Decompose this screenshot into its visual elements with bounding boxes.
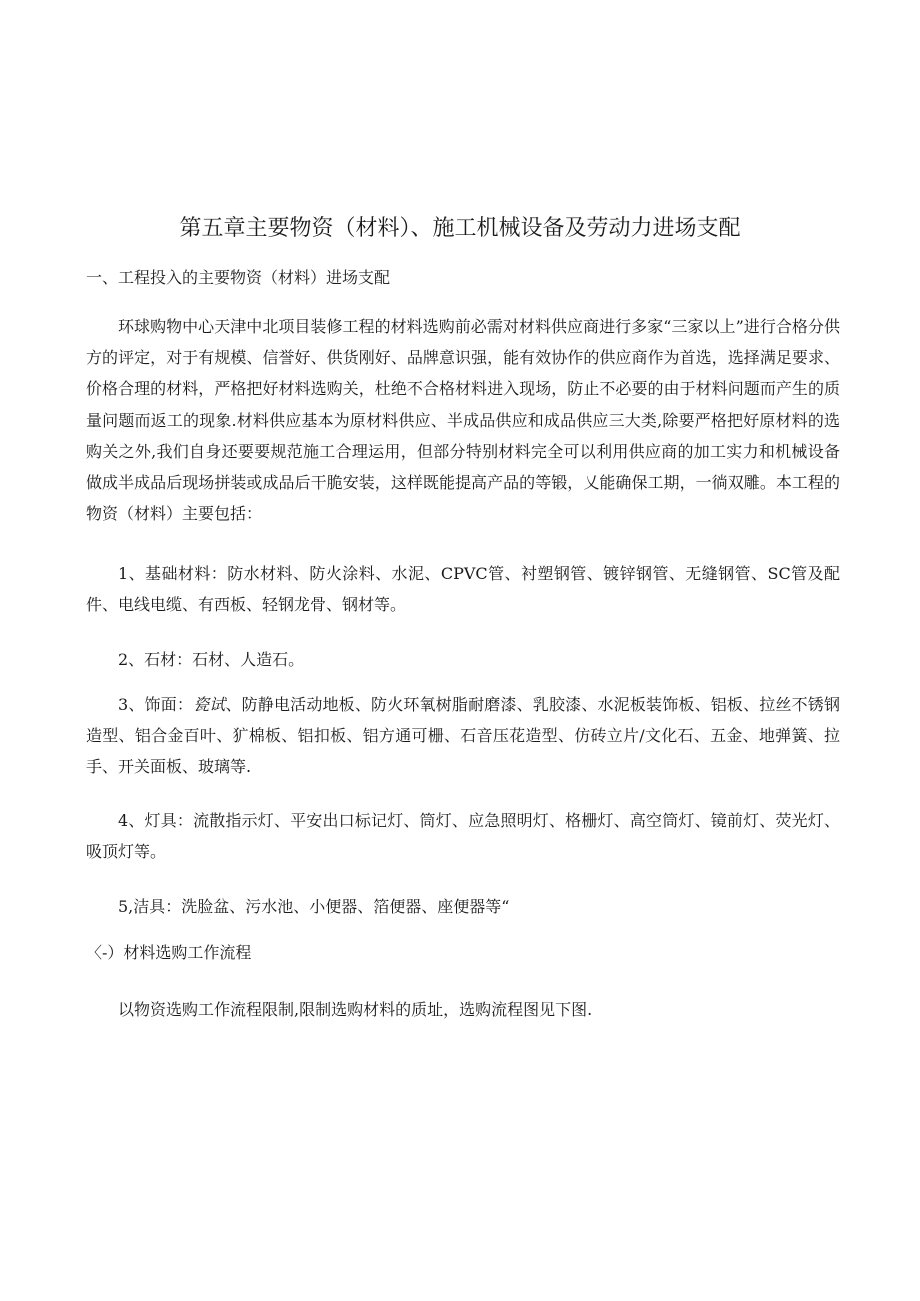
list-item-sanitary: 5,洁具：洗脸盆、污水池、小便器、箔便器、座便器等“ — [118, 897, 510, 916]
finishes-rest: 、防静电活动地板、防火环氧树脂耐磨漆、乳胶漆、水泥板装饰板、铝板、拉丝不锈钢造型、铝合金百叶、犷棉板、铝扣板、铝方通可栅、石音压花造型、仿砖立片/文化石、五金、地弹簧、拉手、开关面板、玻璃等. — [86, 695, 840, 777]
list-item-finishes — [86, 689, 840, 783]
intro-paragraph: 环球购物中心天津中北项目装修工程的材料选购前必需对材料供应商进行多家“三家以上”进行合格分供方的评定，对于有规模、信誉好、供货刚好、品牌意识强，能有效协作的供应商作为首选，选择满足要求、价格合理的材料，严格把好材料选购关，杜绝不合格材料进入现场，防止不必要的由于材料问题而产生的质量问题而返工的现象.材料供应基本为原材料供应、半成品供应和成品供应三大类,除要严格把好原材料的选购关之外,我们自身还要要规范施工合理运用，但部分特别材料完全可以利用供应商的加工实力和机械设备做成半成品后现场拼装或成品后干脆安装，这样既能提高产品的等锻，乂能确保工期，一徜双雕。本工程的物资（材料）主要包括： — [86, 317, 840, 524]
section-heading-materials: 一、工程投入的主要物资（材料）进场支配 — [86, 268, 391, 287]
finishes-prefix: 3、饰面： — [118, 695, 194, 714]
subsection-heading-workflow: 〈-）材料选购工作流程 — [86, 943, 252, 962]
chapter-title: 第五章主要物资（材料）、施工机械设备及劳动力进场支配 — [179, 216, 741, 241]
list-item-basic-materials: 1、基础材料：防水材料、防火涂料、水泥、CPVC管、衬塑钢管、镀锌钢管、无缝钢管、SC管及配件、电线电缆、有西板、轻钢龙骨、钢材等。 — [86, 564, 840, 615]
list-item-lighting: 4、灯具：流散指示灯、平安出口标记灯、筒灯、应急照明灯、格栅灯、高空筒灯、镜前灯、荧光灯、吸顶灯等。 — [86, 811, 840, 862]
list-item-stone: 2、石材：石材、人造石。 — [118, 650, 305, 669]
finishes-italic-term: 瓷试 — [193, 695, 226, 714]
workflow-paragraph: 以物资选购工作流程限制,限制选购材料的质址，选购流程图见下图. — [118, 1000, 593, 1019]
